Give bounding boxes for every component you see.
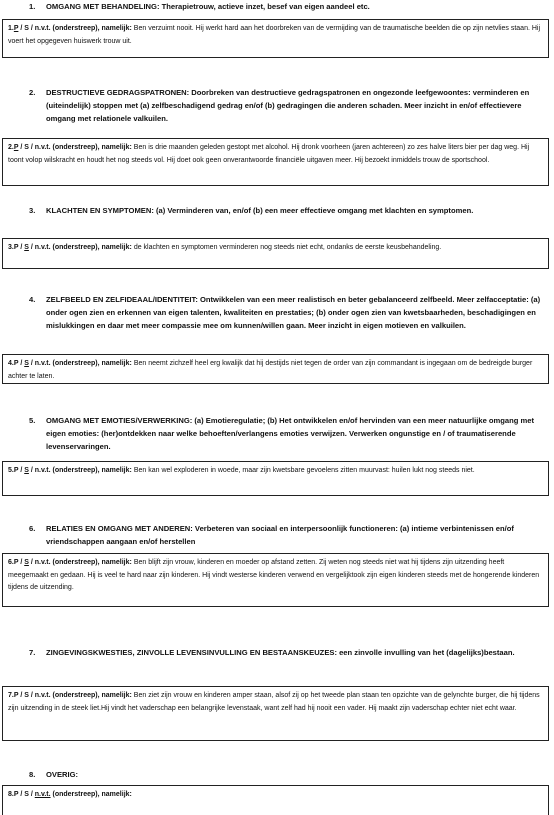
section-number: 5. — [29, 416, 36, 425]
answer-label: 1.P / S / n.v.t. (onderstreep), namelijk: — [8, 25, 132, 32]
answer-label: 4.P / S / n.v.t. (onderstreep), namelijk: — [8, 360, 132, 367]
section-3-answer-box[interactable] — [2, 238, 549, 269]
section-2-heading — [29, 86, 542, 125]
section-8-answer-box[interactable] — [2, 785, 549, 815]
section-number: 6. — [29, 524, 36, 533]
answer-text: Ben verzuimt nooit. Hij werkt hard aan het doorbreken van de vermijding van de traumatische beelden die op zijn netvlies staan. Hij voert het opgegeven huiswerk trouw uit. — [8, 25, 541, 45]
answer-text: Ben is drie maanden geleden gestopt met alcohol. Hij dronk voorheen (jaren achtereen) zo zes halve liters bier per dag weg. Hij toont volop wilskracht en houdt het nog steeds vol. Hij doet ook geen onverantwoorde financiële uitgaven meer. Hij bezoekt inmiddels trouw de sportschool. — [8, 144, 530, 164]
section-title: OMGANG MET BEHANDELING: Therapietrouw, actieve inzet, besef van eigen aandeel etc. — [46, 2, 370, 11]
section-title: OVERIG: — [46, 770, 79, 779]
section-number: 3. — [29, 206, 36, 215]
answer-text: Ben blijft zijn vrouw, kinderen en moeder op afstand zetten. Zij weten nog steeds niet wat hij tijdens zijn uitzending heeft meegemaakt en gedaan. Hij is veel te hard naar zijn kinderen. Hij vindt westerse kinderen verwend en vergelijktook zijn eigen kinderen steeds met de hongerende kinderen tijdens de uitzending. — [8, 559, 540, 591]
answer-label: 6.P / S / n.v.t. (onderstreep), namelijk: — [8, 559, 132, 566]
answer-label: 3.P / S / n.v.t. (onderstreep), namelijk: — [8, 244, 132, 251]
section-2-answer-box[interactable] — [2, 138, 549, 186]
section-7-answer-box[interactable] — [2, 686, 549, 741]
section-5-answer-box[interactable] — [2, 461, 549, 496]
section-title: RELATIES EN OMGANG MET ANDEREN: Verbeteren van sociaal en interpersoonlijk functioneren: (a) intieme verbintenissen en/of vriendschappen aangaan en/of herstellen — [46, 524, 514, 546]
answer-label: 8.P / S / n.v.t. (onderstreep), namelijk: — [8, 791, 132, 798]
section-1-answer-box[interactable] — [2, 19, 549, 58]
section-title: DESTRUCTIEVE GEDRAGSPATRONEN: Doorbreken van destructieve gedragspatronen en ongezonde leefgewoontes: verminderen en (uiteindelijk) stoppen met (a) zelfbeschadigend gedrag en/of (b) gedragingen die anderen schaden. Meer inzicht in en/of effectievere omgang met relationele valkuilen. — [46, 88, 530, 123]
answer-text: Ben neemt zichzelf heel erg kwalijk dat hij destijds niet tegen de order van zijn commandant is ingegaan om de bedreigde burger achter te laten. — [8, 360, 533, 380]
section-title: ZELFBEELD EN ZELFIDEAAL/IDENTITEIT: Ontwikkelen van een meer realistisch en beter gebalanceerd zelfbeeld. Meer zelfacceptatie: (a) onder ogen zien en erkennen van eigen talenten, kwaliteiten en prestaties; (b) onder ogen zien van kwetsbaarheden, beschadigingen en mislukkingen en daar met meer compassie mee om kunnen/willen gaan. Meer inzicht in eigen motieven en valkuilen. — [46, 295, 541, 330]
section-number: 4. — [29, 295, 36, 304]
section-number: 2. — [29, 88, 36, 97]
answer-label: 7.P / S / n.v.t. (onderstreep), namelijk: — [8, 692, 132, 699]
answer-text: Ben ziet zijn vrouw en kinderen amper staan, alsof zij op het tweede plan staan ten opzichte van de gelynchte burger, die hij tijdens zijn uitzending in de steek liet.Hij vindt het vaderschap een belangrijke levenstaak, want zelf had hij nooit een vader. Hij maakt zijn vaderschap echter niet echt waar. — [8, 692, 540, 712]
section-4-heading — [29, 293, 542, 332]
answer-text: Ben kan wel exploderen in woede, maar zijn kwetsbare gevoelens zitten muurvast: huilen lukt nog steeds niet. — [133, 467, 475, 474]
section-title: KLACHTEN EN SYMPTOMEN: (a) Verminderen van, en/of (b) een meer effectieve omgang met klachten en symptomen. — [46, 206, 474, 215]
section-number: 1. — [29, 2, 36, 11]
section-number: 8. — [29, 770, 36, 779]
answer-label: 2.P / S / n.v.t. (onderstreep), namelijk: — [8, 144, 132, 151]
answer-text: de klachten en symptomen verminderen nog steeds niet echt, ondanks de eerste keusbehandeling. — [133, 244, 442, 251]
answer-label: 5.P / S / n.v.t. (onderstreep), namelijk: — [8, 467, 132, 474]
section-title: OMGANG MET EMOTIES/VERWERKING: (a) Emotieregulatie; (b) Het ontwikkelen en/of hervinden van een meer natuurlijke omgang met eigen emoties: (her)ontdekken naar welke behoeften/verlangens emoties verwijzen. Verwerken ongunstige en / of traumatiserende levenservaringen. — [46, 416, 535, 451]
section-6-heading — [29, 522, 542, 548]
section-4-answer-box[interactable] — [2, 354, 549, 384]
section-1-heading — [29, 0, 542, 13]
section-5-heading — [29, 414, 542, 453]
section-6-answer-box[interactable] — [2, 553, 549, 607]
section-3-heading — [29, 204, 542, 217]
section-8-heading — [29, 768, 542, 781]
section-title: ZINGEVINGSKWESTIES, ZINVOLLE LEVENSINVULLING EN BESTAANSKEUZES: een zinvolle invulling van het (dagelijks)bestaan. — [46, 648, 515, 657]
section-number: 7. — [29, 648, 36, 657]
section-7-heading — [29, 646, 542, 659]
